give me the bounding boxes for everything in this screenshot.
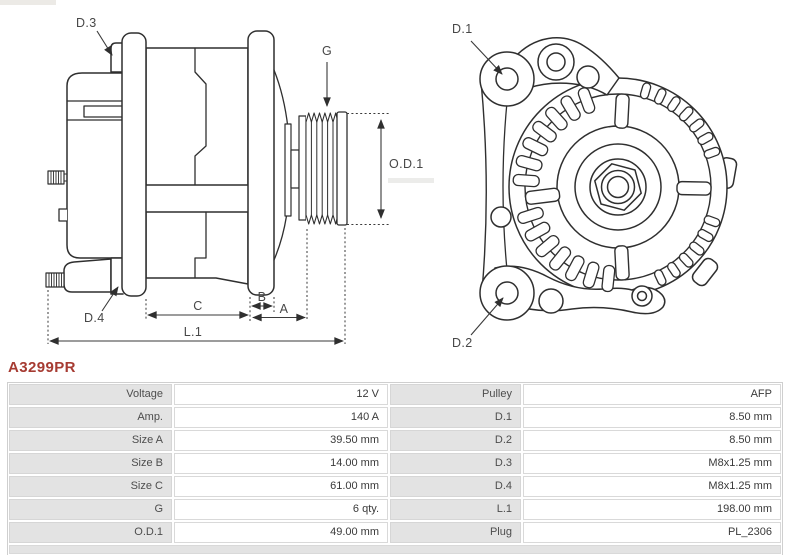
part-number: A3299PR bbox=[8, 359, 76, 376]
dim-label-l1: L.1 bbox=[183, 325, 203, 339]
spec-label: Voltage bbox=[9, 384, 172, 405]
spec-label: Amp. bbox=[9, 407, 172, 428]
table-row bbox=[9, 430, 781, 451]
spec-value: PL_2306 bbox=[523, 522, 781, 543]
spec-value: 12 V bbox=[174, 384, 388, 405]
spec-label: Plug bbox=[390, 522, 521, 543]
dim-label-b: B bbox=[257, 290, 267, 304]
table-row bbox=[9, 522, 781, 543]
spec-table bbox=[7, 382, 783, 555]
table-row bbox=[9, 499, 781, 520]
spec-value: 49.00 mm bbox=[174, 522, 388, 543]
mounting-hole-d2 bbox=[496, 282, 518, 304]
spec-label: L.1 bbox=[390, 499, 521, 520]
table-row bbox=[9, 407, 781, 428]
spec-label: D.4 bbox=[390, 476, 521, 497]
table-row bbox=[9, 453, 781, 474]
table-row-cutoff bbox=[9, 545, 781, 554]
spec-label: Pulley bbox=[390, 384, 521, 405]
spec-value: M8x1.25 mm bbox=[523, 453, 781, 474]
spec-label: G bbox=[9, 499, 172, 520]
dim-label-d4: D.4 bbox=[84, 311, 105, 325]
spec-value: 14.00 mm bbox=[174, 453, 388, 474]
dim-label-od1: O.D.1 bbox=[389, 157, 424, 171]
dim-label-d3: D.3 bbox=[76, 16, 97, 30]
spec-label: D.2 bbox=[390, 430, 521, 451]
table-row bbox=[9, 384, 781, 405]
spec-value: 8.50 mm bbox=[523, 430, 781, 451]
dim-label-c: C bbox=[193, 299, 203, 313]
dim-label-d1: D.1 bbox=[452, 22, 473, 36]
dim-label-a: A bbox=[279, 302, 289, 316]
spec-label: Size C bbox=[9, 476, 172, 497]
spec-value: 198.00 mm bbox=[523, 499, 781, 520]
spec-label: O.D.1 bbox=[9, 522, 172, 543]
spec-label: D.1 bbox=[390, 407, 521, 428]
dim-label-d2: D.2 bbox=[452, 336, 473, 350]
spec-value: 6 qty. bbox=[174, 499, 388, 520]
spec-value: M8x1.25 mm bbox=[523, 476, 781, 497]
spec-label: Size B bbox=[9, 453, 172, 474]
spec-label: D.3 bbox=[390, 453, 521, 474]
front-view-drawing bbox=[480, 38, 737, 320]
dim-label-g: G bbox=[321, 44, 333, 58]
spec-value: 61.00 mm bbox=[174, 476, 388, 497]
spec-value: 8.50 mm bbox=[523, 407, 781, 428]
spec-value: 39.50 mm bbox=[174, 430, 388, 451]
spec-value: 140 A bbox=[174, 407, 388, 428]
side-view-drawing bbox=[46, 31, 347, 296]
spec-value: AFP bbox=[523, 384, 781, 405]
watermark-artifact bbox=[0, 0, 56, 5]
watermark-artifact bbox=[388, 178, 434, 183]
spec-label: Size A bbox=[9, 430, 172, 451]
table-row bbox=[9, 476, 781, 497]
